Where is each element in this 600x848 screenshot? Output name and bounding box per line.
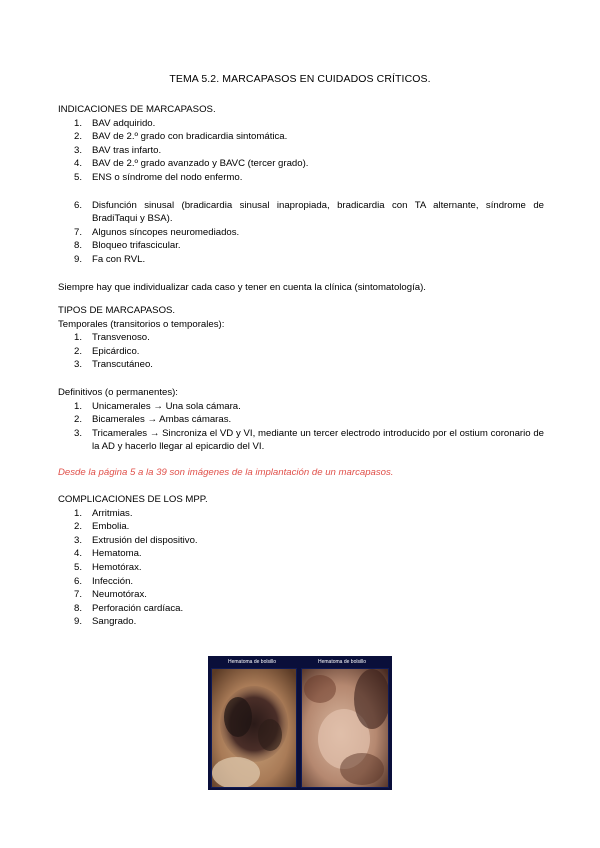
- item-number: 4.: [74, 548, 83, 560]
- list-item: [58, 615, 544, 629]
- list-item: [58, 239, 544, 253]
- item-number: 6.: [74, 199, 83, 211]
- item-number: 7.: [74, 226, 83, 238]
- indicaciones-list: [58, 117, 544, 267]
- item-number: 3.: [74, 427, 83, 439]
- list-item: [58, 331, 544, 345]
- item-number: 9.: [74, 616, 83, 628]
- list-item: [58, 507, 544, 521]
- item-number: 1.: [74, 332, 83, 344]
- list-item: [58, 345, 544, 359]
- item-number: 3.: [74, 534, 83, 546]
- item-text: Algunos síncopes neuromediados.: [92, 226, 240, 238]
- item-number: 5.: [74, 561, 83, 573]
- item-text: Fa con RVL.: [92, 253, 146, 265]
- list-item: [58, 144, 544, 158]
- item-number: 1.: [74, 117, 83, 129]
- list-item: [58, 226, 544, 240]
- item-text: Perforación cardíaca.: [92, 602, 184, 614]
- photo-caption-left: Hematoma de bolsillo: [228, 659, 277, 665]
- tipos-heading: TIPOS DE MARCAPASOS.: [58, 305, 176, 316]
- item-number: 2.: [74, 345, 83, 357]
- temporales-heading: Temporales (transitorios o temporales):: [58, 318, 225, 330]
- item-text: Infección.: [92, 575, 134, 587]
- item-number: 2.: [74, 414, 83, 426]
- item-number: 1.: [74, 507, 83, 519]
- list-item: [58, 427, 544, 454]
- item-text: BAV tras infarto.: [92, 144, 162, 156]
- item-number: 8.: [74, 602, 83, 614]
- tipos-section: [58, 304, 544, 454]
- indicaciones-section: [58, 103, 544, 294]
- list-item: [58, 199, 544, 226]
- list-item: [58, 400, 544, 414]
- item-text: Unicamerales → Una sola cámara.: [92, 400, 241, 412]
- indicaciones-heading: INDICACIONES DE MARCAPASOS.: [58, 104, 216, 115]
- images-note: Desde la página 5 a la 39 son imágenes de la implantación de un marcapasos.: [58, 467, 394, 478]
- item-text: Extrusión del dispositivo.: [92, 534, 198, 546]
- item-text: Hematoma.: [92, 548, 142, 560]
- item-text: Bloqueo trifascicular.: [92, 240, 181, 252]
- indicaciones-note: Siempre hay que individualizar cada caso y tener en cuenta la clínica (sintomatología).: [58, 281, 426, 293]
- photo-caption-right: Hematoma de bolsillo: [318, 659, 367, 665]
- list-item: [58, 358, 544, 372]
- hematoma-photo-left: [211, 668, 297, 788]
- list-item: [58, 130, 544, 144]
- item-text: Embolia.: [92, 521, 130, 533]
- item-text: Bicamerales → Ambas cámaras.: [92, 414, 232, 426]
- list-item: [58, 602, 544, 616]
- item-text: Tricamerales → Sincroniza el VD y VI, mediante un tercer electrodo introducido por el ostium coronario de la AD y hacerlo llegar al epicardio del VI.: [92, 427, 544, 453]
- item-text: ENS o síndrome del nodo enfermo.: [92, 171, 243, 183]
- list-item: [58, 534, 544, 548]
- item-number: 6.: [74, 575, 83, 587]
- item-text: Transcutáneo.: [92, 359, 153, 371]
- hematoma-photos: [208, 656, 392, 790]
- item-text: Disfunción sinusal (bradicardia sinusal inapropiada, bradicardia con TA alternante, síndrome de BradiTaqui y BSA).: [92, 199, 544, 225]
- list-item: [58, 171, 544, 185]
- list-item: [58, 588, 544, 602]
- item-text: Sangrado.: [92, 616, 137, 628]
- hematoma-photo-right: [301, 668, 389, 788]
- item-text: Arritmias.: [92, 507, 133, 519]
- list-item: [58, 547, 544, 561]
- list-item: [58, 413, 544, 427]
- item-text: Hemotórax.: [92, 561, 142, 573]
- temporales-list: [58, 331, 544, 372]
- list-item: [58, 575, 544, 589]
- list-item: [58, 520, 544, 534]
- item-text: BAV de 2.º grado avanzado y BAVC (tercer grado).: [92, 158, 309, 170]
- item-text: BAV de 2.º grado con bradicardia sintomática.: [92, 131, 288, 143]
- complicaciones-heading: COMPLICACIONES DE LOS MPP.: [58, 494, 208, 505]
- list-item: [58, 157, 544, 171]
- item-number: 1.: [74, 400, 83, 412]
- item-text: Epicárdico.: [92, 345, 140, 357]
- item-number: 2.: [74, 131, 83, 143]
- list-item: [58, 253, 544, 267]
- item-text: Neumotórax.: [92, 589, 147, 601]
- page-title: TEMA 5.2. MARCAPASOS EN CUIDADOS CRÍTICOS.: [169, 73, 431, 85]
- item-number: 2.: [74, 521, 83, 533]
- complicaciones-section: [58, 493, 544, 629]
- definitivos-list: [58, 400, 544, 454]
- item-number: 3.: [74, 144, 83, 156]
- item-text: Transvenoso.: [92, 332, 150, 344]
- item-text: BAV adquirido.: [92, 117, 156, 129]
- item-number: 7.: [74, 589, 83, 601]
- item-number: 9.: [74, 253, 83, 265]
- list-item: [58, 561, 544, 575]
- item-number: 8.: [74, 240, 83, 252]
- item-number: 4.: [74, 158, 83, 170]
- item-number: 3.: [74, 359, 83, 371]
- list-item: [58, 117, 544, 131]
- item-number: 5.: [74, 171, 83, 183]
- complicaciones-list: [58, 507, 544, 629]
- definitivos-heading: Definitivos (o permanentes):: [58, 386, 178, 398]
